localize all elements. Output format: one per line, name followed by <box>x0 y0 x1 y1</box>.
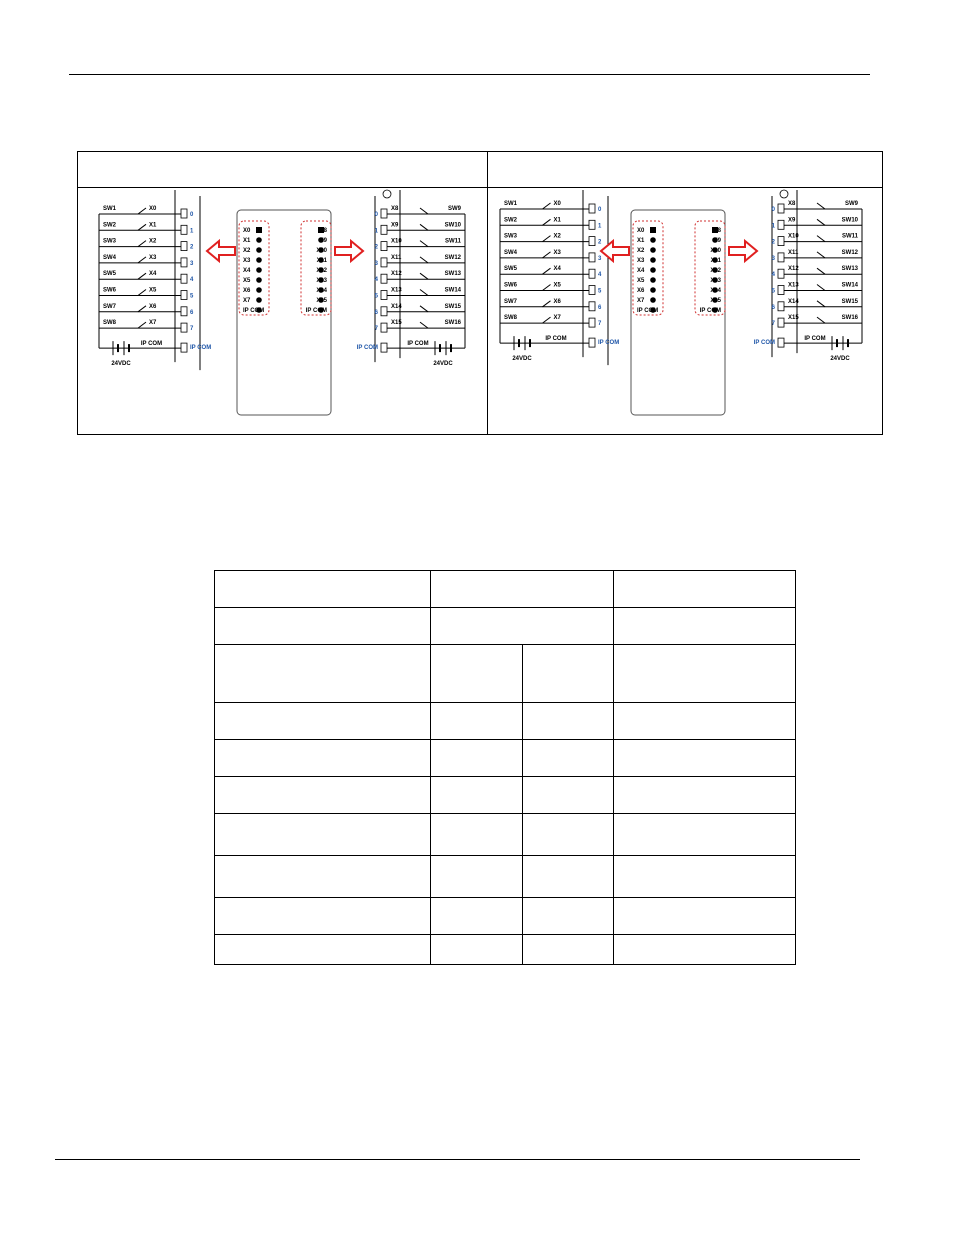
switch-contact <box>420 273 428 279</box>
switch-label: SW8 <box>504 315 518 322</box>
switch-label: SW15 <box>444 303 461 310</box>
led-dot <box>256 297 262 303</box>
table-column-line <box>430 570 431 965</box>
switch-contact <box>138 241 146 247</box>
led-label: X6 <box>637 288 645 294</box>
input-label: X11 <box>788 249 799 256</box>
terminal-com-label: IP COM <box>753 340 775 347</box>
terminal-screw <box>778 204 784 213</box>
table-border-left <box>214 570 215 965</box>
switch-label: SW3 <box>103 238 117 245</box>
led-dot <box>650 287 656 293</box>
table-row-line <box>214 776 796 777</box>
terminal-screw <box>381 225 387 234</box>
switch-label: SW10 <box>444 222 461 229</box>
terminal-screw <box>181 307 187 316</box>
table-row-line <box>214 607 796 608</box>
led-label: X10 <box>316 248 327 254</box>
terminal-number: 1 <box>598 223 602 230</box>
terminal-screw <box>778 253 784 262</box>
input-label: X4 <box>553 266 561 273</box>
terminal-number: 4 <box>598 272 602 279</box>
input-label: X10 <box>391 238 402 245</box>
footer-rule <box>55 1159 860 1160</box>
header-rule <box>69 74 870 75</box>
switch-contact <box>420 322 428 328</box>
led-label: IP COM <box>699 308 721 314</box>
supply-label: 24VDC <box>512 356 532 363</box>
input-label: X12 <box>788 266 799 273</box>
terminal-screw <box>181 242 187 251</box>
terminal-screw <box>589 204 595 213</box>
input-label: X15 <box>391 320 402 327</box>
wiring-diagram-table <box>77 151 883 435</box>
terminal-screw <box>589 302 595 311</box>
led-dot <box>256 277 262 283</box>
led-label: X1 <box>637 238 645 244</box>
terminal-number: 0 <box>190 212 194 218</box>
terminal-number: 6 <box>771 304 775 311</box>
terminal-screw <box>381 291 387 300</box>
terminal-number: 2 <box>190 244 194 251</box>
terminal-number: 1 <box>771 223 775 230</box>
com-label: IP COM <box>140 341 163 348</box>
terminal-screw <box>381 209 387 218</box>
terminal-screw <box>589 338 595 347</box>
terminal-screw <box>381 323 387 332</box>
input-label: X10 <box>788 233 799 240</box>
input-label: X12 <box>391 271 402 278</box>
terminal-screw <box>778 318 784 327</box>
terminal-screw <box>778 302 784 311</box>
table-column-line <box>613 570 614 965</box>
input-label: X7 <box>553 315 561 322</box>
switch-contact <box>817 236 825 242</box>
terminal-screw <box>181 209 187 218</box>
switch-label: SW4 <box>103 254 117 261</box>
terminal-number: 0 <box>771 207 775 213</box>
terminal-screw <box>381 258 387 267</box>
led-label: X13 <box>316 278 327 284</box>
led-label: X2 <box>637 248 645 254</box>
led-label: IP COM <box>243 308 265 314</box>
terminal-screw <box>181 323 187 332</box>
supply-label: 24VDC <box>433 361 453 368</box>
switch-label: SW14 <box>841 282 858 289</box>
terminal-number: 3 <box>374 260 378 267</box>
terminal-number: 1 <box>190 228 194 235</box>
terminal-number: 7 <box>598 321 602 328</box>
led-label: X3 <box>243 258 251 264</box>
terminal-com-label: IP COM <box>190 345 212 352</box>
switch-contact <box>543 268 551 274</box>
switch-label: SW9 <box>844 201 858 207</box>
table-row-line <box>214 855 796 856</box>
switch-label: SW13 <box>841 266 858 273</box>
switch-label: SW10 <box>841 217 858 224</box>
input-label: X7 <box>149 320 157 327</box>
led-label: X12 <box>710 268 721 274</box>
terminal-screw <box>589 237 595 246</box>
input-label: X14 <box>788 298 799 305</box>
input-label: X3 <box>553 249 561 256</box>
led-label: X8 <box>713 228 721 234</box>
led-dot <box>650 237 656 243</box>
led-label: X11 <box>710 258 721 264</box>
led-label: X9 <box>713 238 721 244</box>
switch-label: SW11 <box>444 238 461 245</box>
arrow-left <box>601 241 629 261</box>
led-label: X15 <box>710 298 721 304</box>
led-label: IP COM <box>637 308 659 314</box>
terminal-number: 4 <box>374 277 378 284</box>
switch-contact <box>543 317 551 323</box>
supply-label: 24VDC <box>111 361 131 368</box>
terminal-screw <box>589 318 595 327</box>
specification-table <box>214 570 796 965</box>
wiring-panel-left <box>88 188 478 435</box>
led-square <box>256 227 262 233</box>
terminal-screw <box>181 291 187 300</box>
switch-contact <box>138 257 146 263</box>
input-label: X13 <box>391 287 402 294</box>
input-label: X6 <box>553 298 561 305</box>
led-label: X5 <box>243 278 251 284</box>
led-label: X12 <box>316 268 327 274</box>
switch-label: SW13 <box>444 271 461 278</box>
terminal-screw <box>181 225 187 234</box>
terminal-number: 7 <box>190 326 194 333</box>
terminal-number: 3 <box>771 255 775 262</box>
switch-contact <box>817 317 825 323</box>
led-label: X6 <box>243 288 251 294</box>
switch-contact <box>543 252 551 258</box>
switch-contact <box>420 241 428 247</box>
led-label: X4 <box>243 268 251 274</box>
led-dot <box>256 257 262 263</box>
terminal-screw <box>778 220 784 229</box>
terminal-screw <box>589 269 595 278</box>
switch-contact <box>817 252 825 258</box>
switch-label: SW5 <box>504 266 518 273</box>
wiring-panel-right <box>496 188 878 435</box>
input-label: X5 <box>553 282 561 289</box>
input-label: X1 <box>149 222 157 229</box>
terminal-screw <box>381 242 387 251</box>
input-label: X15 <box>788 315 799 322</box>
terminal-screw <box>181 343 187 352</box>
led-dot <box>650 257 656 263</box>
table-row-line <box>214 897 796 898</box>
switch-contact <box>138 208 146 214</box>
terminal-number: 7 <box>374 326 378 333</box>
switch-contact <box>817 219 825 225</box>
switch-label: SW16 <box>841 315 858 322</box>
switch-label: SW7 <box>103 303 117 310</box>
terminal-number: 3 <box>598 255 602 262</box>
switch-label: SW6 <box>504 282 518 289</box>
switch-label: SW7 <box>504 298 518 305</box>
terminal-number: 1 <box>374 228 378 235</box>
table-border-top <box>214 570 796 571</box>
input-label: X2 <box>149 238 157 245</box>
switch-label: SW3 <box>504 233 518 240</box>
switch-label: SW4 <box>504 249 518 256</box>
led-label: X13 <box>710 278 721 284</box>
table-row-line <box>214 934 796 935</box>
table-row-line <box>214 702 796 703</box>
ground-symbol <box>780 190 788 198</box>
switch-label: SW14 <box>444 287 461 294</box>
arrow-right <box>729 241 757 261</box>
com-label: IP COM <box>407 341 429 348</box>
led-label: X0 <box>243 228 251 234</box>
led-label: X1 <box>243 238 251 244</box>
terminal-number: 0 <box>374 212 378 218</box>
terminal-number: 2 <box>598 239 602 246</box>
terminal-screw <box>589 220 595 229</box>
input-label: X13 <box>788 282 799 289</box>
table-row-line <box>214 813 796 814</box>
switch-label: SW6 <box>103 287 117 294</box>
led-label: X5 <box>637 278 645 284</box>
switch-label: SW1 <box>504 201 518 207</box>
switch-contact <box>138 306 146 312</box>
supply-label: 24VDC <box>830 356 850 363</box>
terminal-number: 4 <box>190 277 194 284</box>
terminal-number: 7 <box>771 321 775 328</box>
terminal-screw <box>778 338 784 347</box>
switch-contact <box>543 219 551 225</box>
terminal-number: 5 <box>771 288 775 295</box>
led-label: X3 <box>637 258 645 264</box>
switch-contact <box>543 203 551 209</box>
table-column-line <box>522 644 523 965</box>
led-dot <box>650 297 656 303</box>
led-dot <box>650 267 656 273</box>
terminal-screw <box>381 343 387 352</box>
terminal-screw <box>181 258 187 267</box>
table-row-line <box>214 739 796 740</box>
input-label: X6 <box>149 303 157 310</box>
switch-contact <box>138 290 146 296</box>
ground-symbol <box>383 190 391 198</box>
input-label: X4 <box>149 271 157 278</box>
input-label: X14 <box>391 303 402 310</box>
switch-contact <box>817 301 825 307</box>
switch-contact <box>138 322 146 328</box>
terminal-number: 5 <box>374 293 378 300</box>
input-label: X3 <box>149 254 157 261</box>
switch-label: SW8 <box>103 320 117 327</box>
input-label: X1 <box>553 217 561 224</box>
led-label: X0 <box>637 228 645 234</box>
led-label: IP COM <box>305 308 327 314</box>
led-dot <box>256 237 262 243</box>
led-label: X14 <box>316 288 327 294</box>
table-border-bottom <box>214 964 796 965</box>
terminal-number: 5 <box>598 288 602 295</box>
terminal-number: 5 <box>190 293 194 300</box>
led-dot <box>650 277 656 283</box>
switch-label: SW2 <box>103 222 117 229</box>
table-border-right <box>795 570 796 965</box>
switch-contact <box>138 273 146 279</box>
switch-contact <box>138 224 146 230</box>
led-label: X10 <box>710 248 721 254</box>
led-label: X14 <box>710 288 721 294</box>
led-dot <box>650 247 656 253</box>
input-label: X8 <box>788 201 796 207</box>
terminal-number: 4 <box>771 272 775 279</box>
input-label: X11 <box>391 254 402 261</box>
switch-label: SW15 <box>841 298 858 305</box>
terminal-number: 2 <box>374 244 378 251</box>
led-square <box>650 227 656 233</box>
arrow-left <box>207 241 235 261</box>
terminal-screw <box>381 274 387 283</box>
led-label: X8 <box>319 228 327 234</box>
switch-contact <box>420 224 428 230</box>
terminal-screw <box>381 307 387 316</box>
switch-contact <box>817 285 825 291</box>
switch-label: SW1 <box>103 206 117 212</box>
switch-contact <box>817 268 825 274</box>
com-label: IP COM <box>545 336 567 343</box>
switch-label: SW2 <box>504 217 518 224</box>
terminal-screw <box>778 269 784 278</box>
terminal-com-label: IP COM <box>598 340 620 347</box>
switch-contact <box>543 236 551 242</box>
led-label: X9 <box>319 238 327 244</box>
switch-label: SW16 <box>444 320 461 327</box>
switch-contact <box>817 203 825 209</box>
input-label: X2 <box>553 233 561 240</box>
terminal-number: 6 <box>598 304 602 311</box>
terminal-com-label: IP COM <box>356 345 378 352</box>
terminal-screw <box>589 286 595 295</box>
input-label: X0 <box>149 206 157 212</box>
led-label: X7 <box>243 298 251 304</box>
switch-label: SW12 <box>444 254 461 261</box>
input-label: X0 <box>553 201 561 207</box>
switch-contact <box>543 301 551 307</box>
switch-contact <box>420 306 428 312</box>
switch-label: SW5 <box>103 271 117 278</box>
com-label: IP COM <box>804 336 826 343</box>
input-label: X5 <box>149 287 157 294</box>
led-dot <box>256 287 262 293</box>
terminal-number: 3 <box>190 260 194 267</box>
led-label: X15 <box>316 298 327 304</box>
led-label: X4 <box>637 268 645 274</box>
terminal-screw <box>589 253 595 262</box>
led-label: X11 <box>316 258 327 264</box>
switch-contact <box>543 285 551 291</box>
terminal-number: 2 <box>771 239 775 246</box>
led-dot <box>256 267 262 273</box>
led-dot <box>256 247 262 253</box>
input-label: X8 <box>391 206 399 212</box>
led-label: X2 <box>243 248 251 254</box>
terminal-screw <box>778 286 784 295</box>
switch-contact <box>420 290 428 296</box>
wiring-column-divider <box>487 152 488 434</box>
led-label: X7 <box>637 298 645 304</box>
switch-contact <box>420 257 428 263</box>
switch-label: SW9 <box>447 206 461 212</box>
switch-label: SW11 <box>841 233 858 240</box>
table-row-line <box>214 644 796 645</box>
terminal-number: 6 <box>190 309 194 316</box>
arrow-right <box>335 241 363 261</box>
switch-contact <box>420 208 428 214</box>
terminal-number: 6 <box>374 309 378 316</box>
terminal-number: 0 <box>598 207 602 213</box>
terminal-screw <box>778 237 784 246</box>
terminal-screw <box>181 274 187 283</box>
input-label: X9 <box>788 217 796 224</box>
switch-label: SW12 <box>841 249 858 256</box>
input-label: X9 <box>391 222 399 229</box>
